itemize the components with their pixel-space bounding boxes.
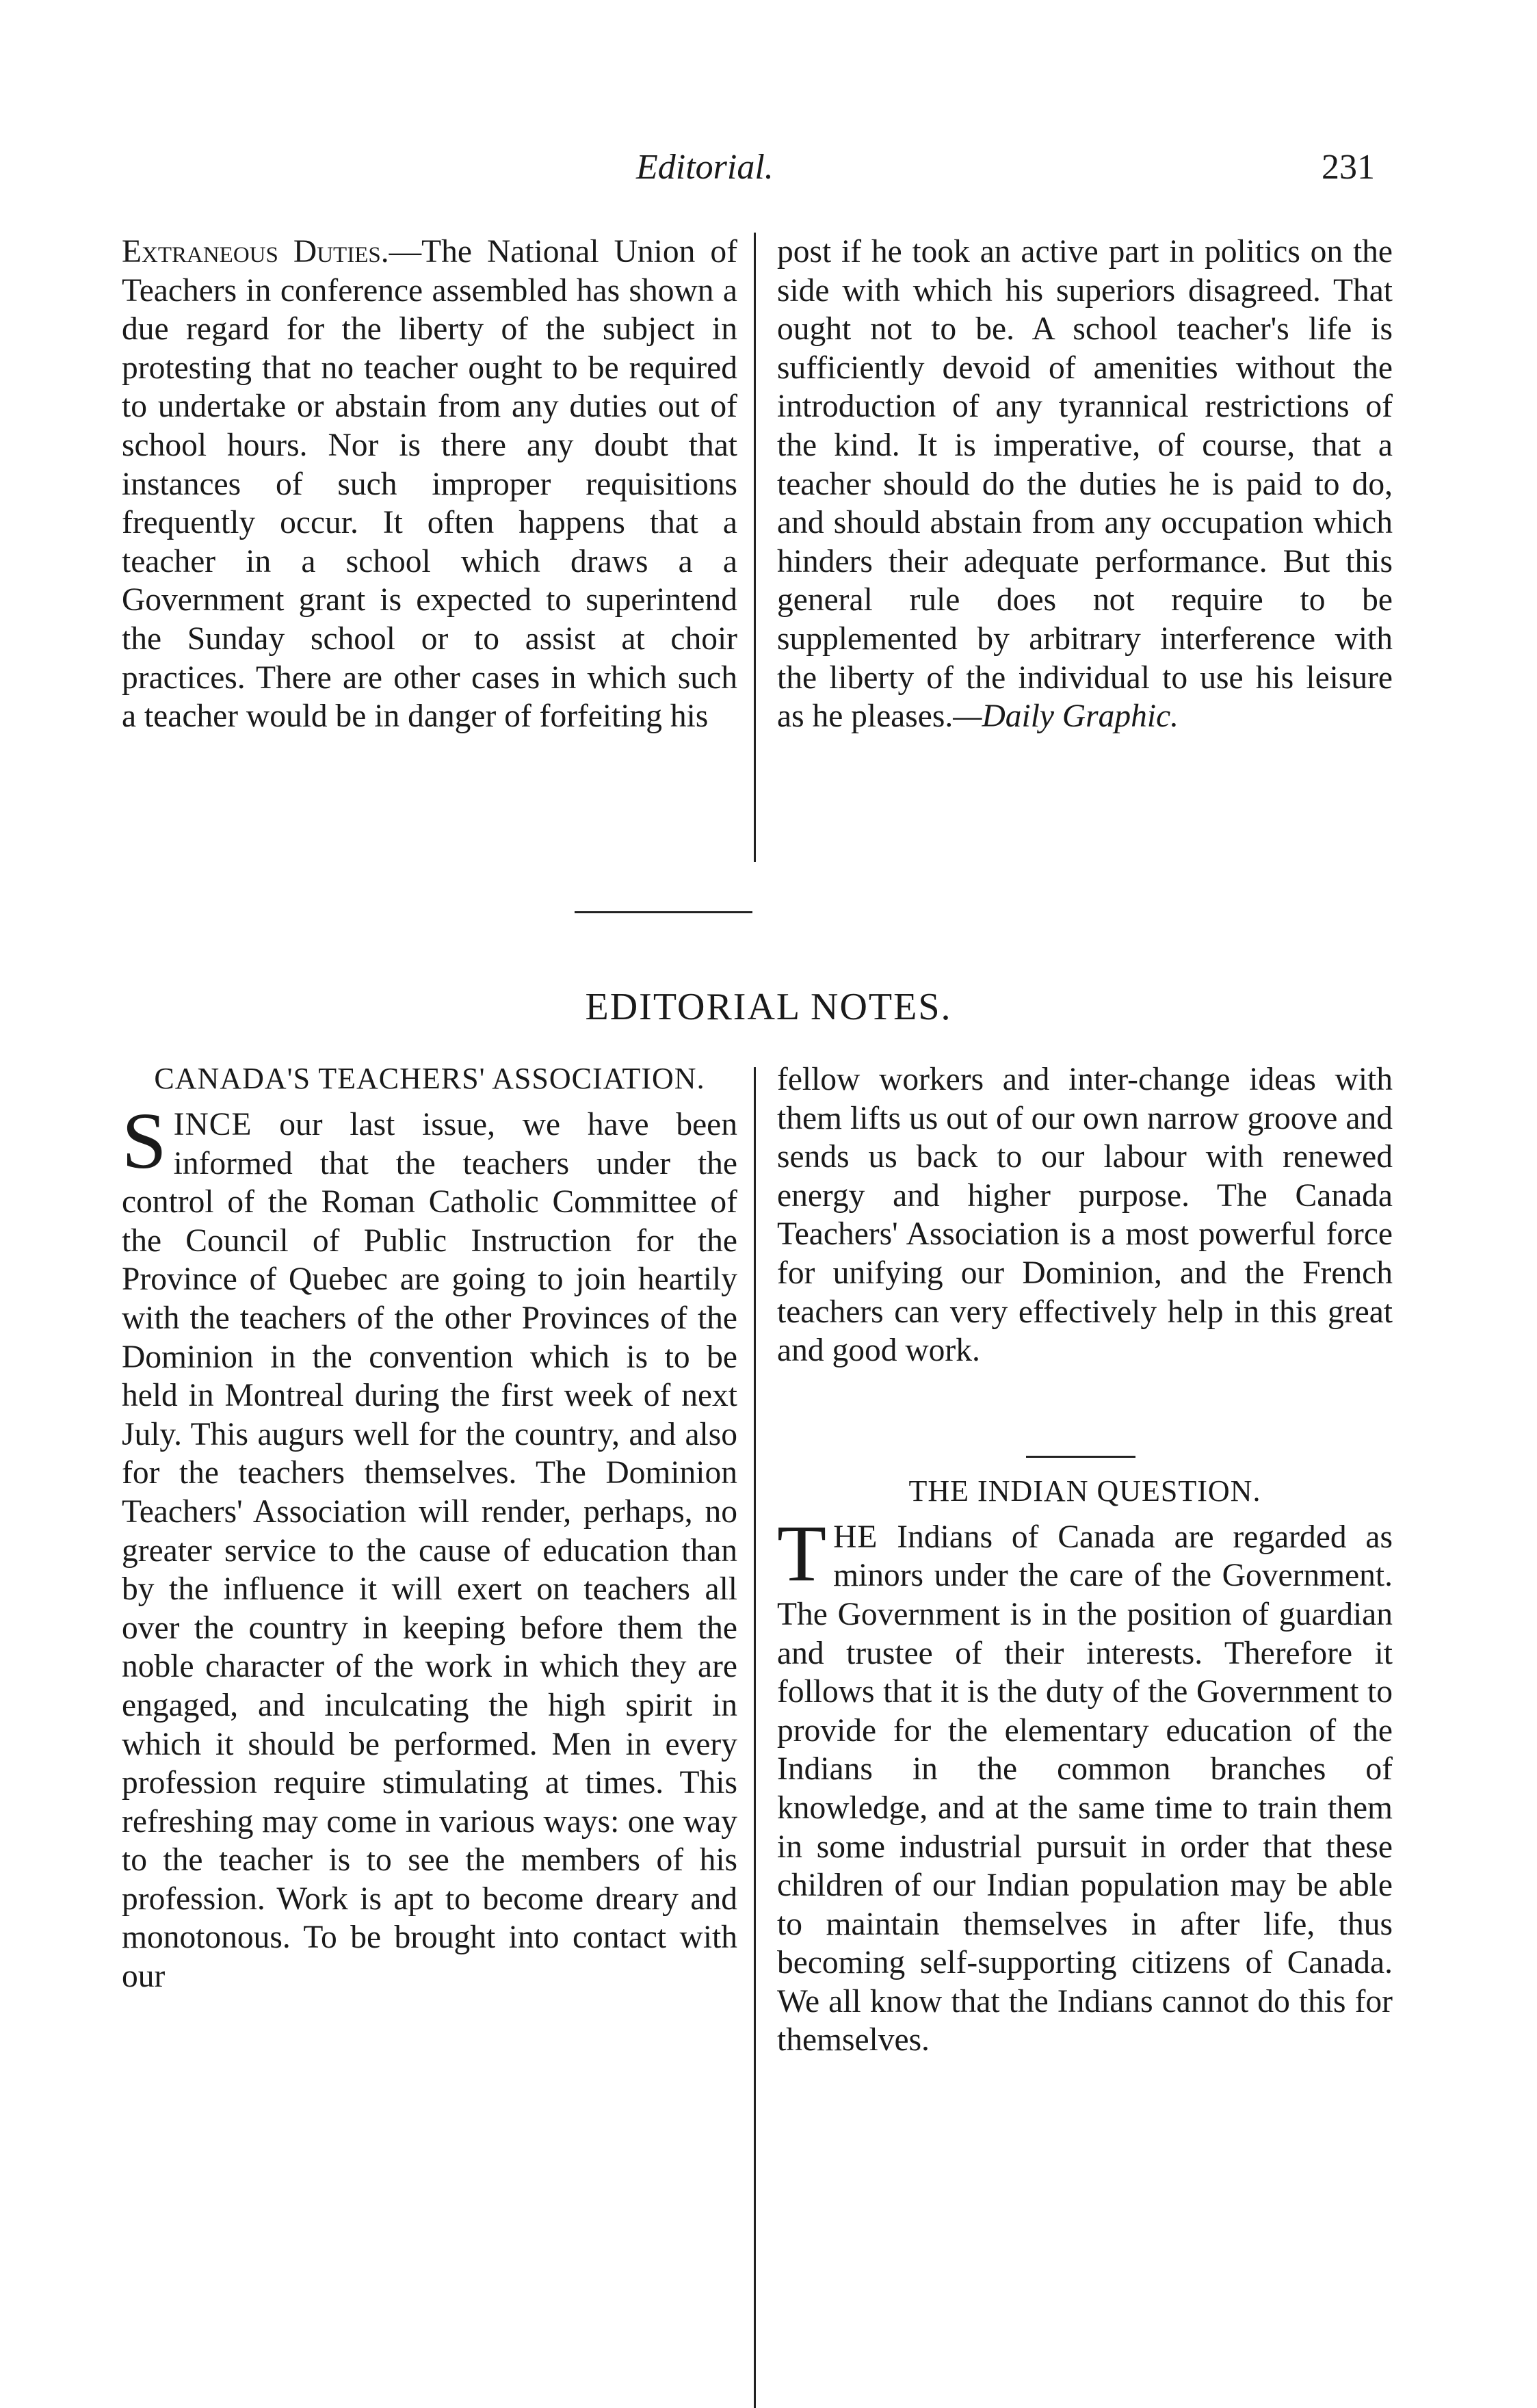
extraneous-duties-source: —Daily Graphic.	[953, 698, 1179, 735]
extraneous-duties-column-left	[122, 233, 737, 736]
canada-association-paragraph-continued	[777, 1060, 1393, 1370]
canada-association-text-part2: fellow workers and inter-change ideas with them lifts us out of our own narrow groove and sends us back to our labour with renewed energy and higher purpose. The Canada Teachers' Association is a most powerful force for unifying our Dominion, and the French teachers can very effectively help in this great and good work.	[777, 1062, 1393, 1369]
indian-question-dropcap: T	[777, 1508, 827, 1598]
column-divider-bottom	[754, 1067, 756, 2408]
running-head	[0, 147, 1537, 195]
extraneous-duties-column-right	[777, 233, 1393, 736]
editorial-notes-heading: EDITORIAL NOTES.	[585, 986, 952, 1028]
indian-question-lead-word: HE	[833, 1519, 878, 1555]
indian-question-text: Indians of Canada are regarded as minors under the care of the Government. The Government is in the position of guardian and trustee of their interests. Therefore it follows that it is the duty of the Government to provide for the elementary education of the Indians in the common branches of knowledge, and at the same time to train them in some industrial pursuit in order that these children of our Indian population may be able to maintain themselves in after life, thus becoming self-supporting citizens of Canada. We all know that the Indians cannot do this for themselves.	[777, 1519, 1393, 2058]
canada-association-lead-word: INCE	[173, 1107, 252, 1142]
right-column-bottom	[777, 1060, 1393, 2060]
extraneous-duties-paragraph-continued	[777, 233, 1393, 736]
extraneous-duties-text-part2: post if he took an active part in politics on the side with which his superiors disagreed. That ought not to be. A school teacher's life is sufficiently devoid of amenities without the introduction of any tyrannical restrictions of the kind. It is imperative, of course, that a teacher should do the duties he is paid to do, and should abstain from any occupation which hinders their adequate performance. But this general rule does not require to be supplemented by arbitrary interference with the liberty of the individual to use his leisure as he pleases.	[777, 234, 1393, 735]
canada-association-column-left	[122, 1060, 737, 1996]
column-divider-top	[754, 233, 756, 862]
extraneous-duties-text-part1: —The National Union of Teachers in conference assembled has shown a due regard for the liberty of the subject in protesting that no teacher ought to be required to undertake or abstain from any duties out of school hours. Nor is there any doubt that instances of such improper requisitions frequently occur. It often happens that a teacher in a school which draws a a Government grant is expected to superintend the Sunday school or to assist at choir practices. There are other cases in which such a teacher would be in danger of forfeiting his	[122, 234, 737, 735]
canada-association-dropcap: S	[122, 1096, 167, 1186]
canada-association-heading: CANADA'S TEACHERS' ASSOCIATION.	[154, 1062, 705, 1095]
canada-association-paragraph	[122, 1096, 737, 1996]
indian-question-heading: THE INDIAN QUESTION.	[908, 1474, 1261, 1508]
page-number: 231	[1322, 148, 1375, 187]
extraneous-duties-paragraph	[122, 233, 737, 736]
subsection-divider-rule	[1026, 1456, 1135, 1458]
section-divider-rule	[575, 911, 752, 913]
extraneous-duties-run-in: Extraneous Duties.	[122, 234, 389, 270]
running-title: Editorial.	[636, 148, 774, 187]
canada-association-text-part1: our last issue, we have been informed that the teachers under the control of the Roman Catholic Committee of the Council of Public Instruction for the Province of Quebec are going to join heartily with the teachers of the other Provinces of the Dominion in the convention which is to be held in Montreal during the first week of next July. This augurs well for the country, and also for the teachers themselves. The Dominion Teachers' Association will render, perhaps, no greater service to the cause of education than by the influence it will exert on teachers all over the country in keeping before them the noble character of the work in which they are engaged, and inculcating the high spirit in which it should be performed. Men in every profession require stimulating at times. This refreshing may come in various ways: one way to the teacher is to see the members of his profession. Work is apt to become dreary and monotonous. To be brought into contact with our	[122, 1107, 737, 1995]
indian-question-paragraph	[777, 1508, 1393, 2060]
